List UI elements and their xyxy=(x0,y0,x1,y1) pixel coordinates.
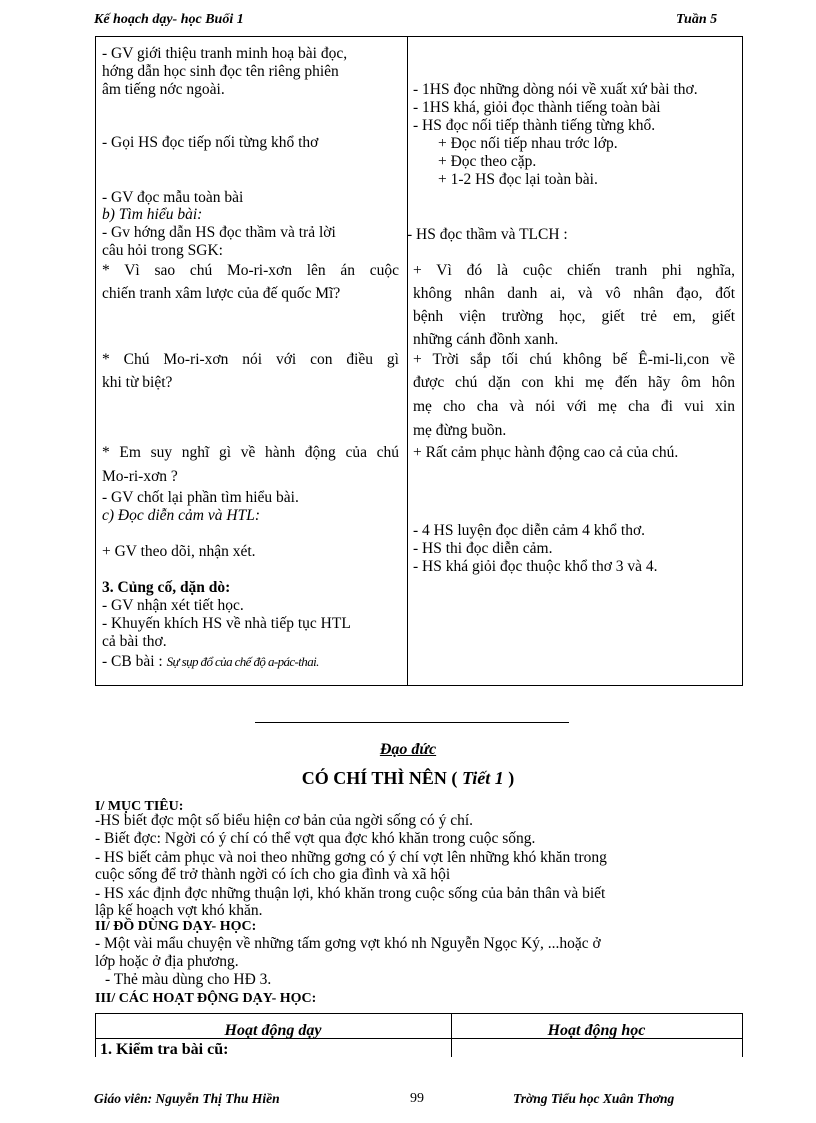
materials-line: lớp hoặc ở địa phương. xyxy=(95,953,239,970)
left-line: khi từ biệt? xyxy=(102,374,173,391)
right-line: + Trời sắp tối chú không bế Ê-mi-li,con về xyxy=(413,351,735,368)
left-line: âm tiếng nớc ngoài. xyxy=(102,81,225,98)
right-line: không nhân danh ai, và vô nhân đạo, đốt xyxy=(413,285,735,302)
section-heading: III/ CÁC HOẠT ĐỘNG DẠY- HỌC: xyxy=(95,991,317,1006)
section-heading: II/ ĐỒ DÙNG DẠY- HỌC: xyxy=(95,919,257,934)
left-line: cả bài thơ. xyxy=(102,633,167,650)
left-line: - GV đọc mẫu toàn bài xyxy=(102,189,244,206)
right-line: những cánh đồnh xanh. xyxy=(413,331,559,348)
footer-teacher: Giáo viên: Nguyễn Thị Thu Hiền xyxy=(94,1091,280,1106)
col-header-learning: Hoạt động học xyxy=(547,1022,646,1039)
right-line: + Vì đó là cuộc chiến tranh phi nghĩa, xyxy=(413,262,735,279)
objective-line: -HS biết đợc một số biểu hiện cơ bản của ngời sống có ý chí. xyxy=(95,812,474,829)
lesson-title xyxy=(0,768,816,789)
table-divider xyxy=(407,36,408,686)
right-line: mẹ đừng buồn. xyxy=(413,422,507,439)
right-line: - 1HS khá, giỏi đọc thành tiếng toàn bài xyxy=(413,99,661,116)
right-line: + 1-2 HS đọc lại toàn bài. xyxy=(438,171,598,188)
materials-line: - Một vài mẩu chuyện về những tấm gơng vợt khó nh Nguyễn Ngọc Ký, ...hoặc ở xyxy=(95,935,601,952)
right-line: - 4 HS luyện đọc diễn cảm 4 khổ thơ. xyxy=(413,522,646,539)
left-line xyxy=(102,653,319,670)
right-line: - HS thi đọc diễn cảm. xyxy=(413,540,553,557)
right-line: - 1HS đọc những dòng nói về xuất xứ bài thơ. xyxy=(413,81,698,98)
page-header-left: Kế hoạch dạy- học Buổi 1 xyxy=(94,12,244,27)
objective-line: - Biết đợc: Ngời có ý chí có thể vợt qua đợc khó khăn trong cuộc sống. xyxy=(95,830,536,847)
right-line: + Đọc theo cặp. xyxy=(438,153,537,170)
left-line: + GV theo dõi, nhận xét. xyxy=(102,543,256,560)
lesson-title-main: CÓ CHÍ THÌ NÊN ( xyxy=(301,768,462,788)
section-separator xyxy=(255,722,569,723)
section-heading: I/ MỤC TIÊU: xyxy=(95,799,184,814)
objective-line: lập kế hoạch vợt khó khăn. xyxy=(95,902,263,919)
next-lesson-title: Sự sụp đổ của chế độ a-pác-thai. xyxy=(166,654,319,669)
page-header-right: Tuần 5 xyxy=(676,12,718,27)
section-subheading: b) Tìm hiểu bài: xyxy=(102,206,203,223)
left-line: - Khuyến khích HS về nhà tiếp tục HTL xyxy=(102,615,351,632)
left-line: - GV chốt lại phần tìm hiểu bài. xyxy=(102,489,299,506)
left-line: Mo-ri-xơn ? xyxy=(102,468,178,485)
prep-label: - CB bài : xyxy=(102,653,167,670)
right-line: + Rất cảm phục hành động cao cả của chú. xyxy=(413,444,679,461)
lesson-title-tiet: Tiết 1 xyxy=(461,768,504,788)
right-line: được chú dặn con khi mẹ đến hãy ôm hôn xyxy=(413,374,735,391)
col-header-teaching: Hoạt động dạy xyxy=(224,1022,322,1039)
right-line: - HS khá giỏi đọc thuộc khổ thơ 3 và 4. xyxy=(413,558,658,575)
subject-title: Đạo đức xyxy=(379,741,437,758)
left-line: - GV nhận xét tiết học. xyxy=(102,597,244,614)
left-line: hớng dẫn học sinh đọc tên riêng phiên xyxy=(102,63,339,80)
left-line: * Em suy nghĩ gì về hành động của chú xyxy=(102,444,399,461)
objective-line: cuộc sống để trở thành ngời có ích cho gia đình và xã hội xyxy=(95,866,451,883)
lesson-title-close: ) xyxy=(503,768,515,788)
left-line: - Gv hớng dẫn HS đọc thầm và trả lời xyxy=(102,224,336,241)
left-line: * Vì sao chú Mo-ri-xơn lên án cuộc xyxy=(102,262,399,279)
left-line: - GV giới thiệu tranh minh hoạ bài đọc, xyxy=(102,45,348,62)
objective-line: - HS xác định đợc những thuận lợi, khó khăn trong cuộc sống của bản thân và biết xyxy=(95,885,606,902)
right-line: bệnh viện trường học, giết trẻ em, giết xyxy=(413,308,735,325)
objective-line: - HS biết cảm phục và noi theo những gơng có ý chí vợt lên những khó khăn trong xyxy=(95,849,607,866)
page-number: 99 xyxy=(410,1091,424,1106)
right-line: - HS đọc thầm và TLCH : xyxy=(407,226,568,243)
footer-school: Trờng Tiểu học Xuân Thơng xyxy=(513,1091,675,1106)
right-line: - HS đọc nối tiếp thành tiếng từng khổ. xyxy=(413,117,656,134)
materials-line: - Thẻ màu dùng cho HĐ 3. xyxy=(105,971,272,988)
right-line: mẹ cho cha và nói với mẹ cha đi vui xin xyxy=(413,398,735,415)
table2-right-border xyxy=(742,1013,743,1057)
left-line: - Gọi HS đọc tiếp nối từng khổ thơ xyxy=(102,134,319,151)
section-heading: 3. Củng cố, dặn dò: xyxy=(102,579,231,596)
section-subheading: c) Đọc diễn cảm và HTL: xyxy=(102,507,260,524)
left-line: chiến tranh xâm lược của đế quốc Mĩ? xyxy=(102,285,341,302)
left-line: câu hỏi trong SGK: xyxy=(102,242,223,259)
table2-row-label: 1. Kiểm tra bài cũ: xyxy=(100,1041,229,1058)
right-line: + Đọc nối tiếp nhau trớc lớp. xyxy=(438,135,618,152)
left-line: * Chú Mo-ri-xơn nói với con điều gì xyxy=(102,351,399,368)
table2-top-border xyxy=(95,1013,743,1014)
